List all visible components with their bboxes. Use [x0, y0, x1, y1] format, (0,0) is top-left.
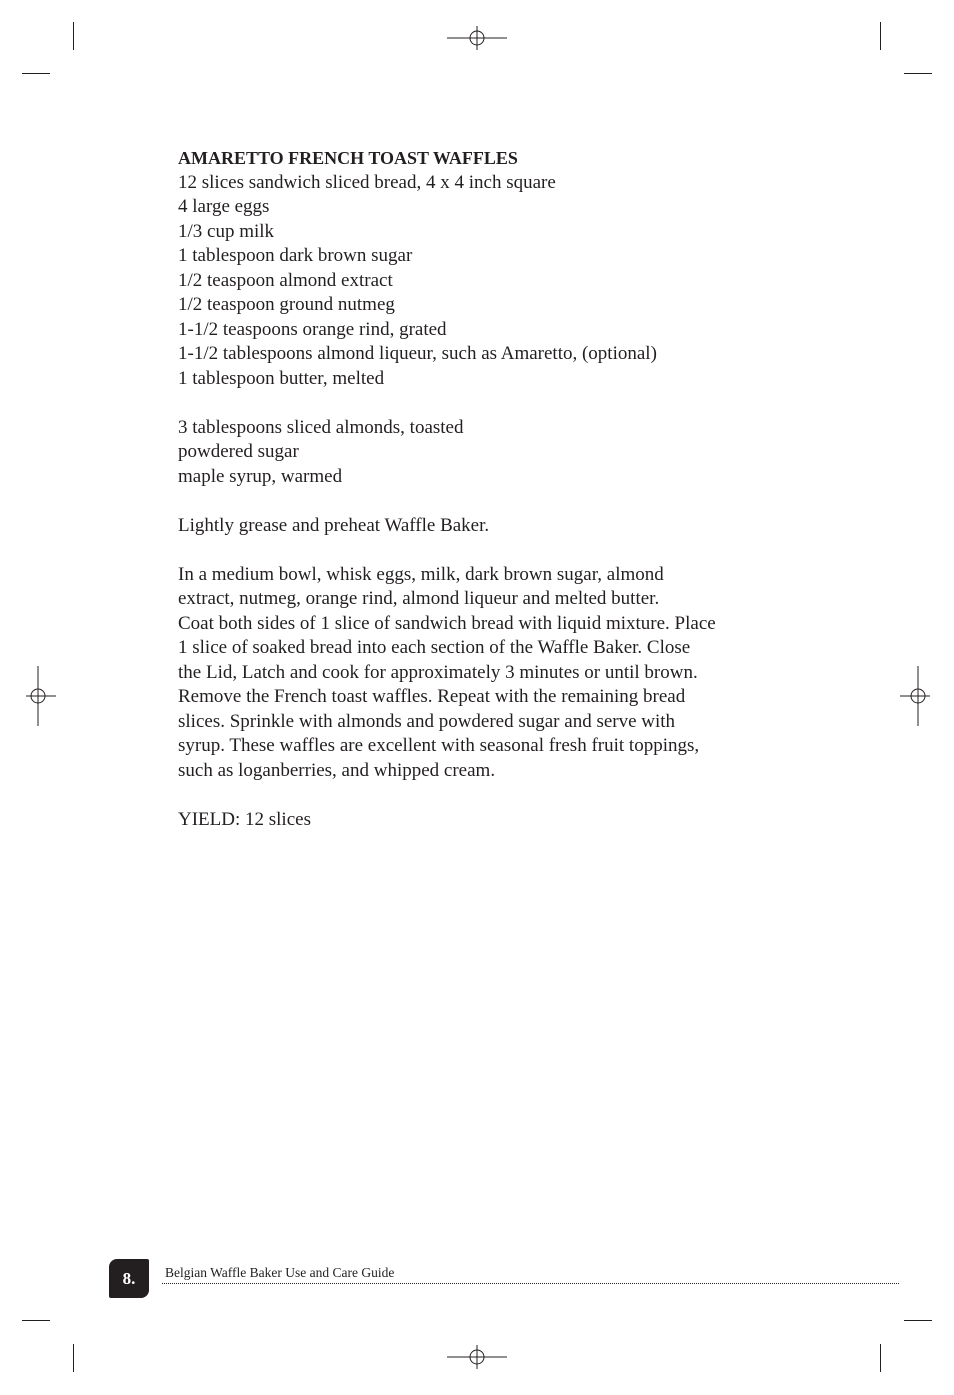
ingredient-item: 1 tablespoon butter, melted: [178, 367, 385, 389]
topping-item: 3 tablespoons sliced almonds, toasted: [178, 416, 464, 438]
registration-crosshair-icon: [888, 666, 948, 726]
ingredient-item: 1/3 cup milk: [178, 220, 275, 242]
crop-mark-icon: [22, 73, 50, 74]
instruction-step: Lightly grease and preheat Waffle Baker.: [178, 514, 490, 536]
ingredient-item: 1/2 teaspoon ground nutmeg: [178, 294, 395, 315]
recipe: [178, 146, 818, 832]
topping-item: powdered sugar: [178, 441, 299, 462]
registration-crosshair-icon: [8, 666, 68, 726]
ingredient-item: 1-1/2 teaspoons orange rind, grated: [178, 318, 447, 340]
crop-mark-icon: [904, 1320, 932, 1321]
ingredient-item: 12 slices sandwich sliced bread, 4 x 4 inch square: [178, 171, 556, 193]
recipe-title: AMARETTO FRENCH TOAST WAFFLES: [178, 148, 518, 168]
recipe-yield: YIELD: 12 slices: [178, 808, 311, 830]
ingredient-list: [178, 171, 818, 392]
crop-mark-icon: [73, 1344, 74, 1372]
footer-dotted-rule: [162, 1283, 899, 1284]
crop-mark-icon: [904, 73, 932, 74]
ingredient-item: 1/2 teaspoon almond extract: [178, 269, 393, 291]
topping-list: [178, 416, 818, 490]
crop-mark-icon: [73, 22, 74, 50]
crop-mark-icon: [880, 1344, 881, 1372]
topping-item: maple syrup, warmed: [178, 465, 343, 487]
ingredient-item: 1-1/2 tablespoons almond liqueur, such as Amaretto, (optional): [178, 343, 657, 364]
page-number: 8.: [122, 1268, 136, 1288]
crop-mark-icon: [880, 22, 881, 50]
registration-crosshair-icon: [447, 1327, 507, 1387]
ingredient-item: 1 tablespoon dark brown sugar: [178, 245, 413, 266]
page-number-badge: [109, 1259, 149, 1298]
ingredient-item: 4 large eggs: [178, 196, 270, 217]
crop-mark-icon: [22, 1320, 50, 1321]
instruction-step: In a medium bowl, whisk eggs, milk, dark brown sugar, almond extract, nutmeg, orange rind, almond liqueur and melted butter. Coat both sides of 1 slice of sandwich bread with liquid mixture. Place 1 slice of soaked bread into each section of the Waffle Baker. Close the Lid, Latch and cook for approximately 3 minutes or until brown. Remove the French toast waffles. Repeat with the remaining bread slices. Sprinkle with almonds and powdered sugar and serve with syrup. These waffles are excellent with seasonal fresh fruit toppings, such as loganberries, and whipped cream.: [178, 563, 716, 781]
footer-guide-title: Belgian Waffle Baker Use and Care Guide: [165, 1265, 395, 1280]
registration-crosshair-icon: [447, 8, 507, 68]
